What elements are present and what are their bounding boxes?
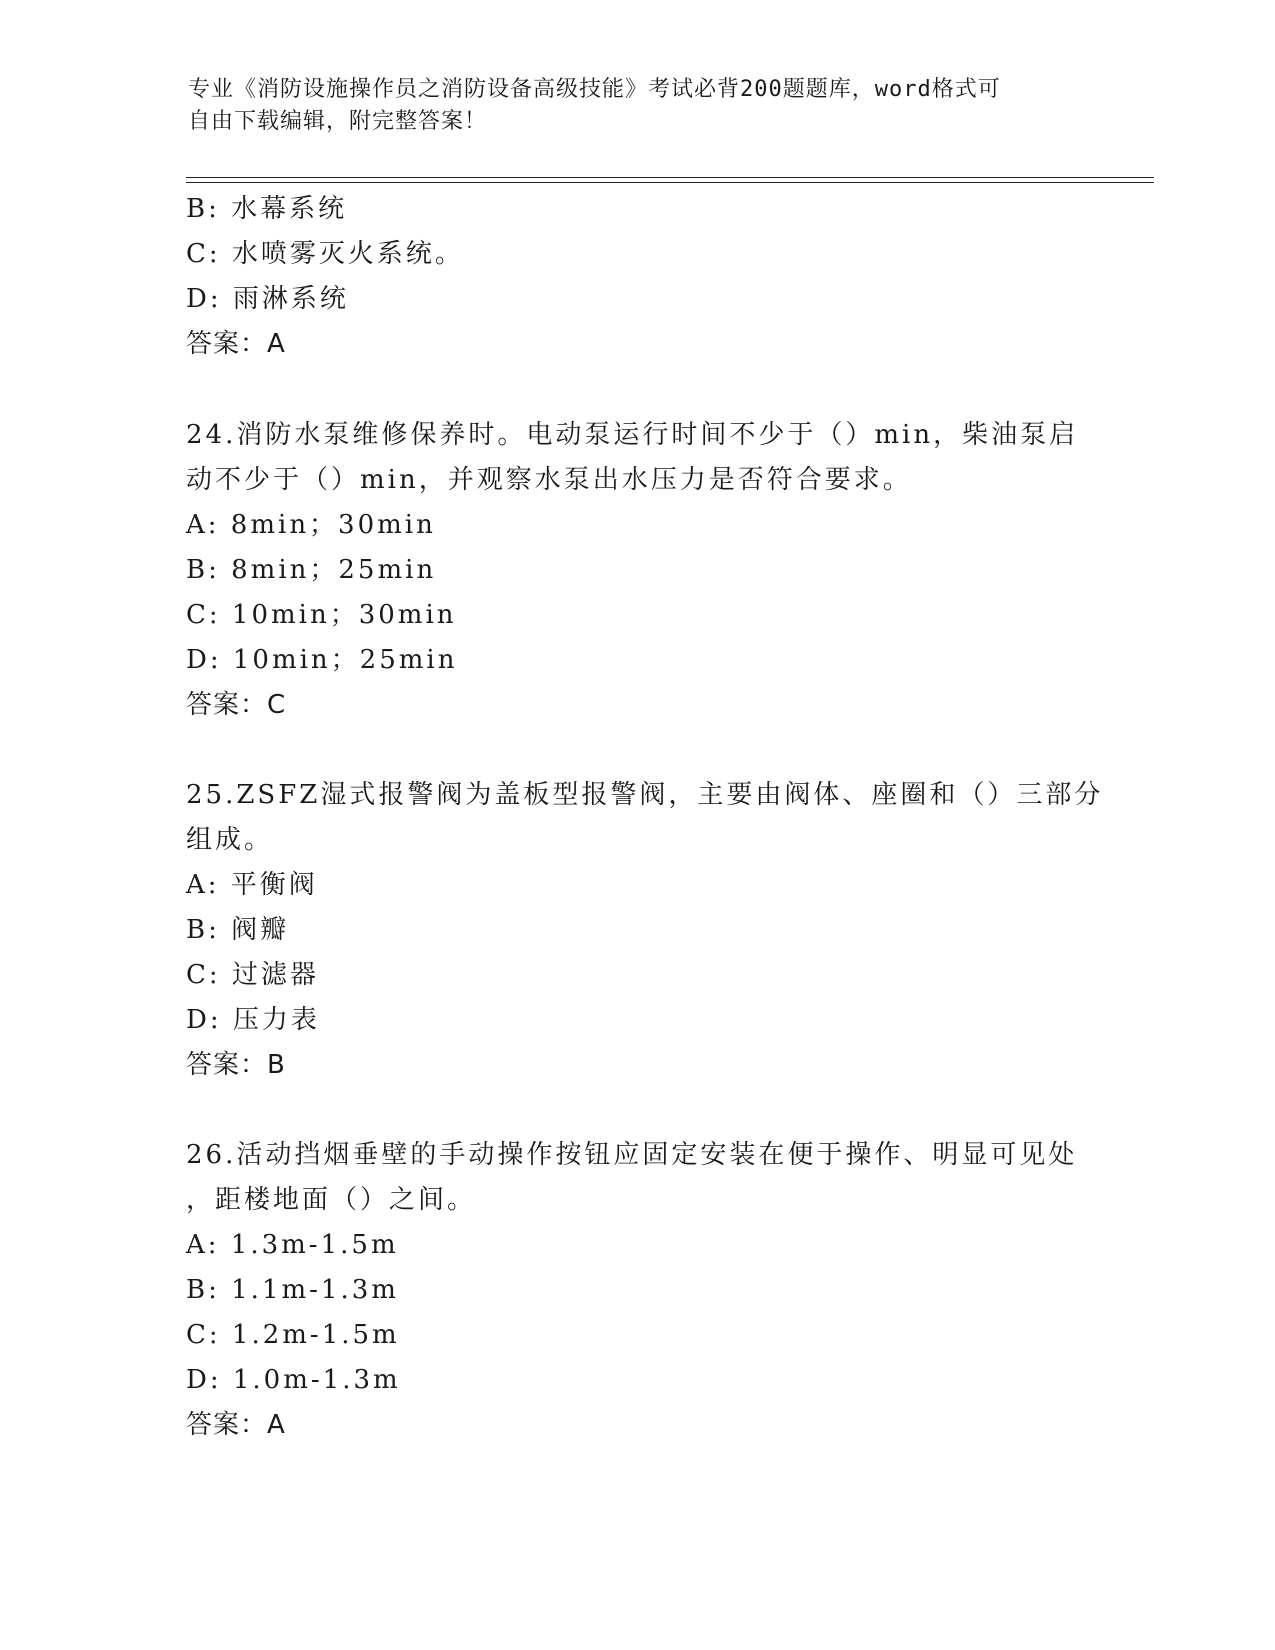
q26-stem-line-1: 26.活动挡烟垂壁的手动操作按钮应固定安装在便于操作、明显可见处 bbox=[186, 1140, 1078, 1170]
q23-option-b: B: 水幕系统 bbox=[186, 194, 348, 224]
q26-option-d: D: 1.0m-1.3m bbox=[186, 1365, 401, 1395]
q25-option-d: D: 压力表 bbox=[186, 1005, 320, 1035]
q24-stem-line-1: 24.消防水泵维修保养时。电动泵运行时间不少于（）min，柴油泵启 bbox=[186, 420, 1079, 450]
q26-stem-line-2: ，距楼地面（）之间。 bbox=[186, 1185, 477, 1215]
q25-option-b: B: 阀瓣 bbox=[186, 915, 290, 945]
q24-option-b: B: 8min；25min bbox=[186, 555, 437, 585]
q25-stem-line-1: 25.ZSFZ湿式报警阀为盖板型报警阀，主要由阀体、座圈和（）三部分 bbox=[186, 780, 1104, 810]
q25-option-c: C: 过滤器 bbox=[186, 960, 319, 990]
document-header bbox=[188, 74, 1088, 138]
q25-stem-line-2: 组成。 bbox=[186, 825, 274, 855]
q24-option-d: D: 10min；25min bbox=[186, 645, 458, 675]
q25-answer: 答案：B bbox=[186, 1050, 286, 1080]
header-line-2: 自由下载编辑，附完整答案！ bbox=[188, 109, 488, 134]
header-line-1: 专业《消防设施操作员之消防设备高级技能》考试必背200题题库，word格式可 bbox=[188, 77, 1001, 102]
q26-answer: 答案：A bbox=[186, 1410, 286, 1440]
header-rule-bottom bbox=[186, 182, 1154, 183]
q24-option-c: C: 10min；30min bbox=[186, 600, 457, 630]
q23-option-c: C: 水喷雾灭火系统。 bbox=[186, 239, 464, 269]
header-rule-top bbox=[186, 177, 1154, 178]
q24-stem-line-2: 动不少于（）min，并观察水泵出水压力是否符合要求。 bbox=[186, 465, 912, 495]
q24-option-a: A: 8min；30min bbox=[186, 510, 436, 540]
q26-option-a: A: 1.3m-1.5m bbox=[186, 1230, 399, 1260]
q26-option-c: C: 1.2m-1.5m bbox=[186, 1320, 400, 1350]
q25-option-a: A: 平衡阀 bbox=[186, 870, 318, 900]
q24-answer: 答案：C bbox=[186, 690, 287, 720]
q26-option-b: B: 1.1m-1.3m bbox=[186, 1275, 399, 1305]
q23-option-d: D: 雨淋系统 bbox=[186, 284, 349, 314]
q23-answer: 答案：A bbox=[186, 329, 286, 359]
